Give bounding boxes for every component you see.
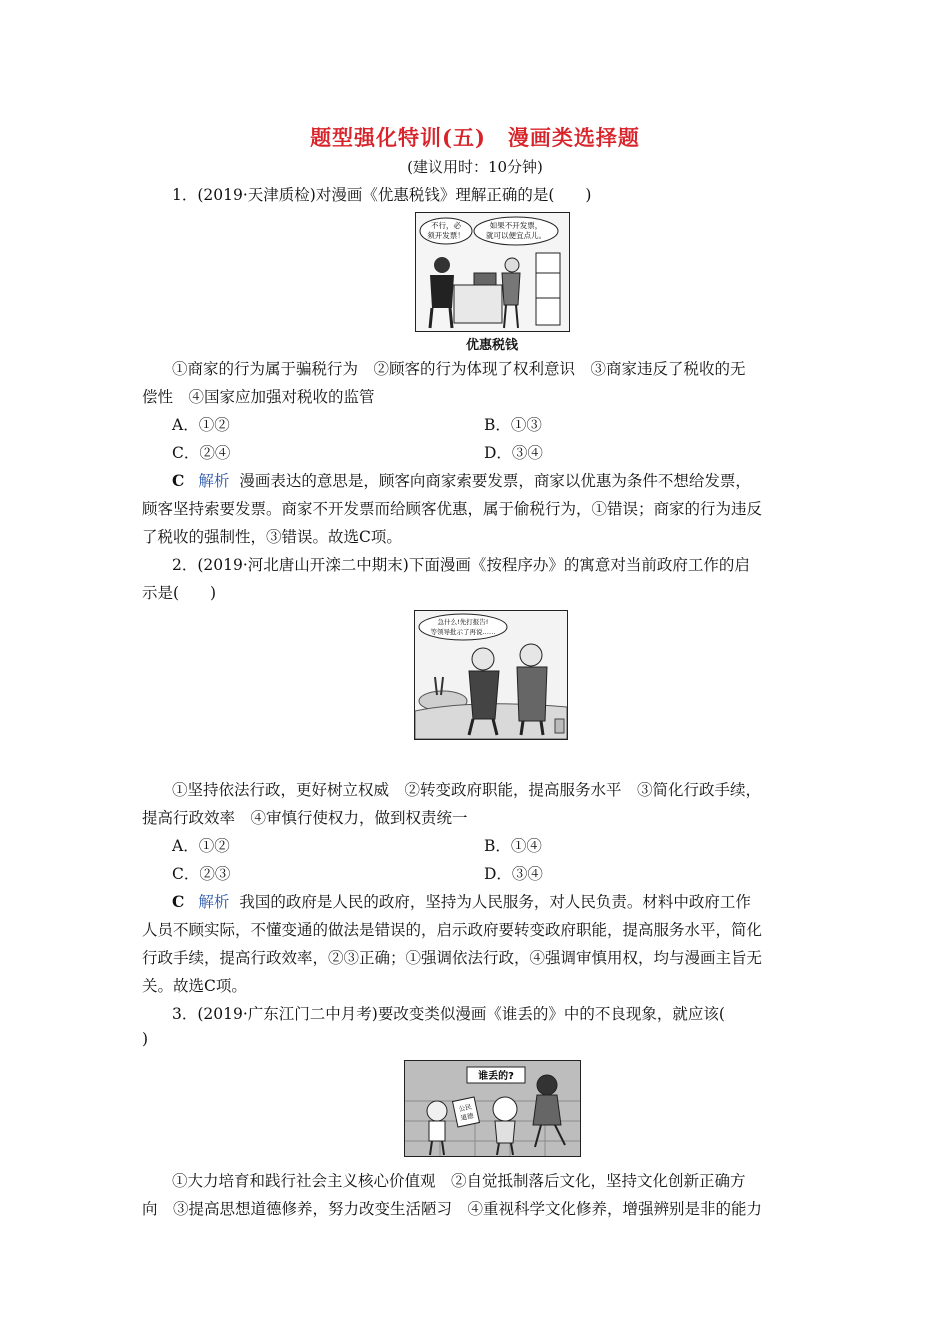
q2-analysis-text1: 我国的政府是人民的政府，坚持为人民服务，对人民负责。材料中政府工作 <box>239 893 751 911</box>
q1-bubble-right-line2: 就可以便宜点儿。 <box>486 231 546 240</box>
q2-analysis-line1 <box>172 890 840 912</box>
q2-stem-line1: 2．(2019·河北唐山开滦二中期末)下面漫画《按程序办》的寓意对当前政府工作的启 <box>172 556 750 574</box>
q1-option-a: A．①② <box>172 416 230 434</box>
q2-bubble-line2: 等领导批示了再说…… <box>430 628 496 636</box>
q1-analysis-line2: 顾客坚持索要发票。商家不开发票而给顾客优惠，属于偷税行为，①错误；商家的行为违反 <box>142 500 763 518</box>
q3-stem-line2: ) <box>142 1030 149 1048</box>
q1-analysis-text1: 漫画表达的意思是，顾客向商家索要发票，商家以优惠为条件不想给发票， <box>239 472 751 490</box>
q1-analysis-label: 解析 <box>198 472 230 490</box>
q2-analysis-label: 解析 <box>198 893 230 911</box>
q1-bubble-left-line1: 不行，必 <box>431 221 461 230</box>
q2-bubble-line1: 急什么!先打报告! <box>437 618 489 626</box>
q2-statements-line1: ①坚持依法行政，更好树立权威 ②转变政府职能，提高服务水平 ③简化行政手续， <box>172 781 762 799</box>
q2-option-b: B．①④ <box>484 837 542 855</box>
q2-option-d: D．③④ <box>484 865 543 883</box>
q2-stem-line2: 示是( ) <box>142 584 217 602</box>
q1-option-b: B．①③ <box>484 416 542 434</box>
q3-sign-text: 谁丢的? <box>478 1071 514 1082</box>
q1-option-d: D．③④ <box>484 444 543 462</box>
page-subtitle: (建议用时：10分钟) <box>407 158 543 176</box>
q2-cartoon-drawing <box>415 611 567 739</box>
q1-cartoon-caption: 优惠税钱 <box>466 338 519 353</box>
q2-answer: C <box>172 892 185 911</box>
q2-option-a: A．①② <box>172 837 230 855</box>
q1-analysis-line1 <box>172 469 840 491</box>
q3-statements-line2: 向 ③提高思想道德修养，努力改变生活陋习 ④重视科学文化修养，增强辨别是非的能力 <box>142 1200 763 1218</box>
q1-statements-line1: ①商家的行为属于骗税行为 ②顾客的行为体现了权利意识 ③商家违反了税收的无 <box>172 360 746 378</box>
q1-cartoon <box>415 212 570 332</box>
q3-book-line2: 道德 <box>459 1111 475 1123</box>
q2-analysis-line4: 关。故选C项。 <box>142 977 247 995</box>
q3-statements-line1: ①大力培育和践行社会主义核心价值观 ②自觉抵制落后文化，坚持文化创新正确方 <box>172 1172 746 1190</box>
q1-option-c: C．②④ <box>172 444 231 462</box>
q2-analysis-line3: 行政手续，提高行政效率，②③正确；①强调依法行政，④强调审慎用权，均与漫画主旨无 <box>142 949 763 967</box>
q1-bubble-left-line2: 须开发票！ <box>427 231 465 240</box>
q3-cartoon-drawing <box>405 1061 580 1156</box>
q1-statements-line2: 偿性 ④国家应加强对税收的监管 <box>142 388 375 406</box>
q2-analysis-line2: 人员不顾实际，不懂变通的做法是错误的，启示政府要转变政府职能，提高服务水平，简化 <box>142 921 763 939</box>
page-title: 题型强化特训(五) 漫画类选择题 <box>310 125 640 150</box>
q2-option-c: C．②③ <box>172 865 231 883</box>
q3-cartoon <box>404 1060 581 1157</box>
q1-answer: C <box>172 471 185 490</box>
q1-stem: 1．(2019·天津质检)对漫画《优惠税钱》理解正确的是( ) <box>172 186 592 204</box>
q1-analysis-line3: 了税收的强制性，③错误。故选C项。 <box>142 528 402 546</box>
q2-statements-line2: 提高行政效率 ④审慎行使权力，做到权责统一 <box>142 809 468 827</box>
q3-stem-line1: 3．(2019·广东江门二中月考)要改变类似漫画《谁丢的》中的不良现象，就应该( <box>172 1005 725 1023</box>
q1-bubble-right-line1: 如果不开发票， <box>489 221 543 230</box>
q1-cartoon-drawing <box>416 213 569 331</box>
q2-cartoon <box>414 610 568 740</box>
q3-book-line1: 公民 <box>457 1102 473 1114</box>
